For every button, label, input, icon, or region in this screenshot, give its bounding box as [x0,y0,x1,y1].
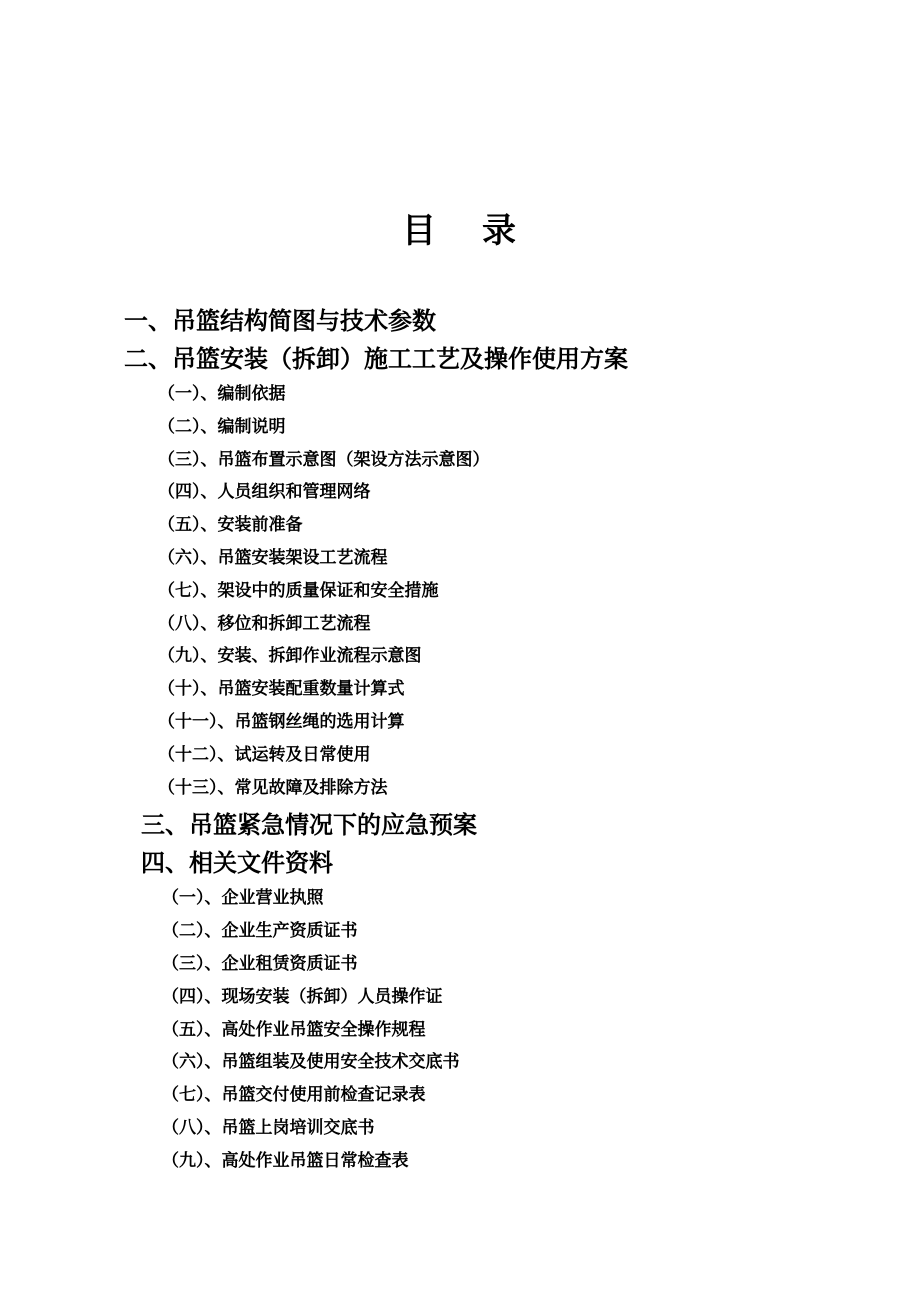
title-char-2: 录 [482,211,518,251]
toc-section-4-items [0,882,920,1177]
toc-item: （八）、吊篮上岗培训交底书 [162,1117,375,1138]
title-char-1: 目 [402,211,438,251]
toc-section-4: 四、相关文件资料 [141,848,333,878]
toc-item: （五）、高处作业吊篮安全操作规程 [162,1019,426,1040]
toc-item: （三）、企业租赁资质证书 [162,953,358,974]
toc-item: （七）、吊篮交付使用前检查记录表 [162,1085,426,1106]
toc-item: （六）、吊篮安装架设工艺流程 [158,547,388,568]
toc-item: （四）、现场安装（拆卸）人员操作证 [162,986,443,1007]
toc-item: （四）、人员组织和管理网络 [158,482,371,503]
toc-item: （八）、移位和拆卸工艺流程 [158,613,371,634]
toc-item: （十三）、常见故障及排除方法 [158,777,388,798]
toc-item: （九）、安装、拆卸作业流程示意图 [158,646,422,667]
toc-section-2: 二、吊篮安装（拆卸）施工工艺及操作使用方案 [124,344,628,373]
toc-section-1: 一、吊篮结构简图与技术参数 [124,306,436,335]
toc-item: （二）、企业生产资质证书 [162,921,358,942]
toc-item: （一）、编制依据 [158,384,286,404]
toc-item: （十一）、吊篮钢丝绳的选用计算 [158,711,405,732]
table-of-contents [0,302,920,1178]
toc-item: （二）、编制说明 [158,416,286,437]
toc-item: （一）、企业营业执照 [162,888,324,909]
toc-item: （九）、高处作业吊篮日常检查表 [162,1150,409,1171]
toc-item: （七）、架设中的质量保证和安全措施 [158,580,439,601]
toc-item: （五）、安装前准备 [158,515,303,536]
toc-item: （六）、吊篮组装及使用安全技术交底书 [162,1052,460,1073]
toc-item: （十二）、试运转及日常使用 [158,744,371,765]
page-title [0,203,920,252]
toc-section-2-items [0,378,920,804]
toc-section-3: 三、吊篮紧急情况下的应急预案 [141,810,477,840]
toc-item: （十）、吊篮安装配重数量计算式 [158,679,405,700]
toc-item: （三）、吊篮布置示意图（架设方法示意图） [158,449,490,470]
